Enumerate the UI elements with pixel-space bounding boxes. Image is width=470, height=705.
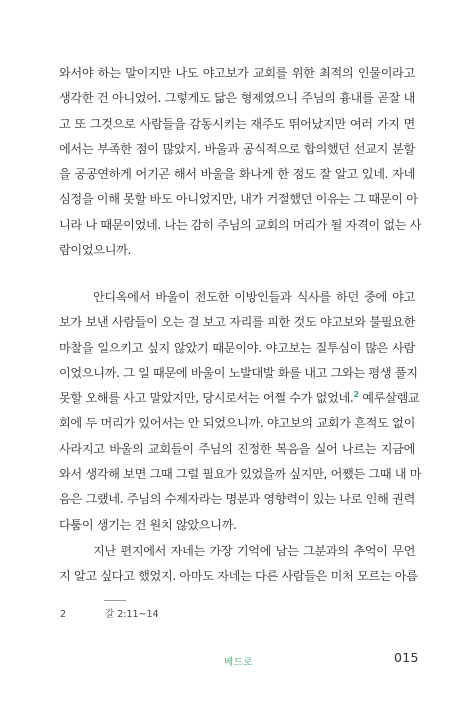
body-line-text-continued: 예루살렘교 [358,391,420,406]
body-line: 이었으니까. 그 일 때문에 바울이 노발대발 화를 내고 그와는 평생 풀지 [59,365,418,380]
body-line: 와서 생각해 보면 그때 그럴 필요가 있었을까 싶지만, 어쨌든 그때 내 마 [59,467,422,482]
running-footer-title: 베드로 [224,657,254,668]
body-line-with-footnote [59,386,420,411]
footnote-reference[interactable]: 2 [353,390,359,400]
paragraph-2 [59,285,422,538]
body-line: 보가 보낸 사람들이 오는 걸 보고 자리를 피한 것도 야고보와 불필요한 [59,315,415,330]
footnote-divider [104,600,126,601]
body-line: 회에 두 머리가 있어서는 안 되었으니까. 야고보의 교회가 흔적도 없이 [59,416,415,431]
paragraph-1 [59,61,422,263]
body-line: 다툼이 생기는 건 원치 않았으니까. [59,517,237,532]
body-line: 고 또 그것으로 사람들을 감동시키는 재주도 뛰어났지만 여러 가지 면 [59,116,415,131]
body-line: 마찰을 일으키고 싶지 않았기 때문이야. 야고보는 질투심이 많은 사람 [59,340,415,355]
body-line: 사라지고 바울의 교회들이 주님의 진정한 복음을 실어 나르는 지금에 [59,441,415,456]
body-line: 음은 그랬네. 주님의 수제자라는 명분과 영향력이 있는 나로 인해 권력 [59,492,415,507]
body-line: 지난 편지에서 자네는 가장 기억에 남는 그분과의 추억이 무언 [93,544,415,558]
body-line: 생각한 건 아니었어. 그렇게도 닮은 형제였으니 주님의 흉내를 곧잘 내 [59,91,415,106]
body-line: 에서는 부족한 점이 많았지. 바울과 공식적으로 합의했던 선교지 분할 [59,141,415,156]
body-line-text: 못할 오해를 사고 말았지만, 당시로서는 어쩔 수가 없었네. [59,391,354,406]
footnote [60,606,159,620]
body-line: 지 알고 싶다고 했었지. 아마도 자네는 다른 사람들은 미처 모르는 아름 [59,569,418,584]
body-line: 안디옥에서 바울이 전도한 이방인들과 식사를 하던 중에 야고 [93,290,415,304]
body-line: 을 공공연하게 어기곤 해서 바울을 화나게 한 점도 잘 알고 있네. 자네 [59,167,415,182]
footnote-number: 2 [60,609,67,620]
body-line: 와서야 하는 말이지만 나도 야고보가 교회를 위한 최적의 인물이라고 [59,66,415,80]
footnote-text: 갈 2:11~14 [105,609,159,620]
body-line: 니라 나 때문이었네. 나는 감히 주님의 교회의 머리가 될 자격이 없는 사 [59,217,422,232]
page-number: 015 [394,650,419,665]
paragraph-3 [59,539,418,590]
body-line: 람이었으니까. [59,243,132,258]
body-line: 심정을 이해 못할 바도 아니었지만, 내가 거절했던 이유는 그 때문이 아 [59,192,418,207]
